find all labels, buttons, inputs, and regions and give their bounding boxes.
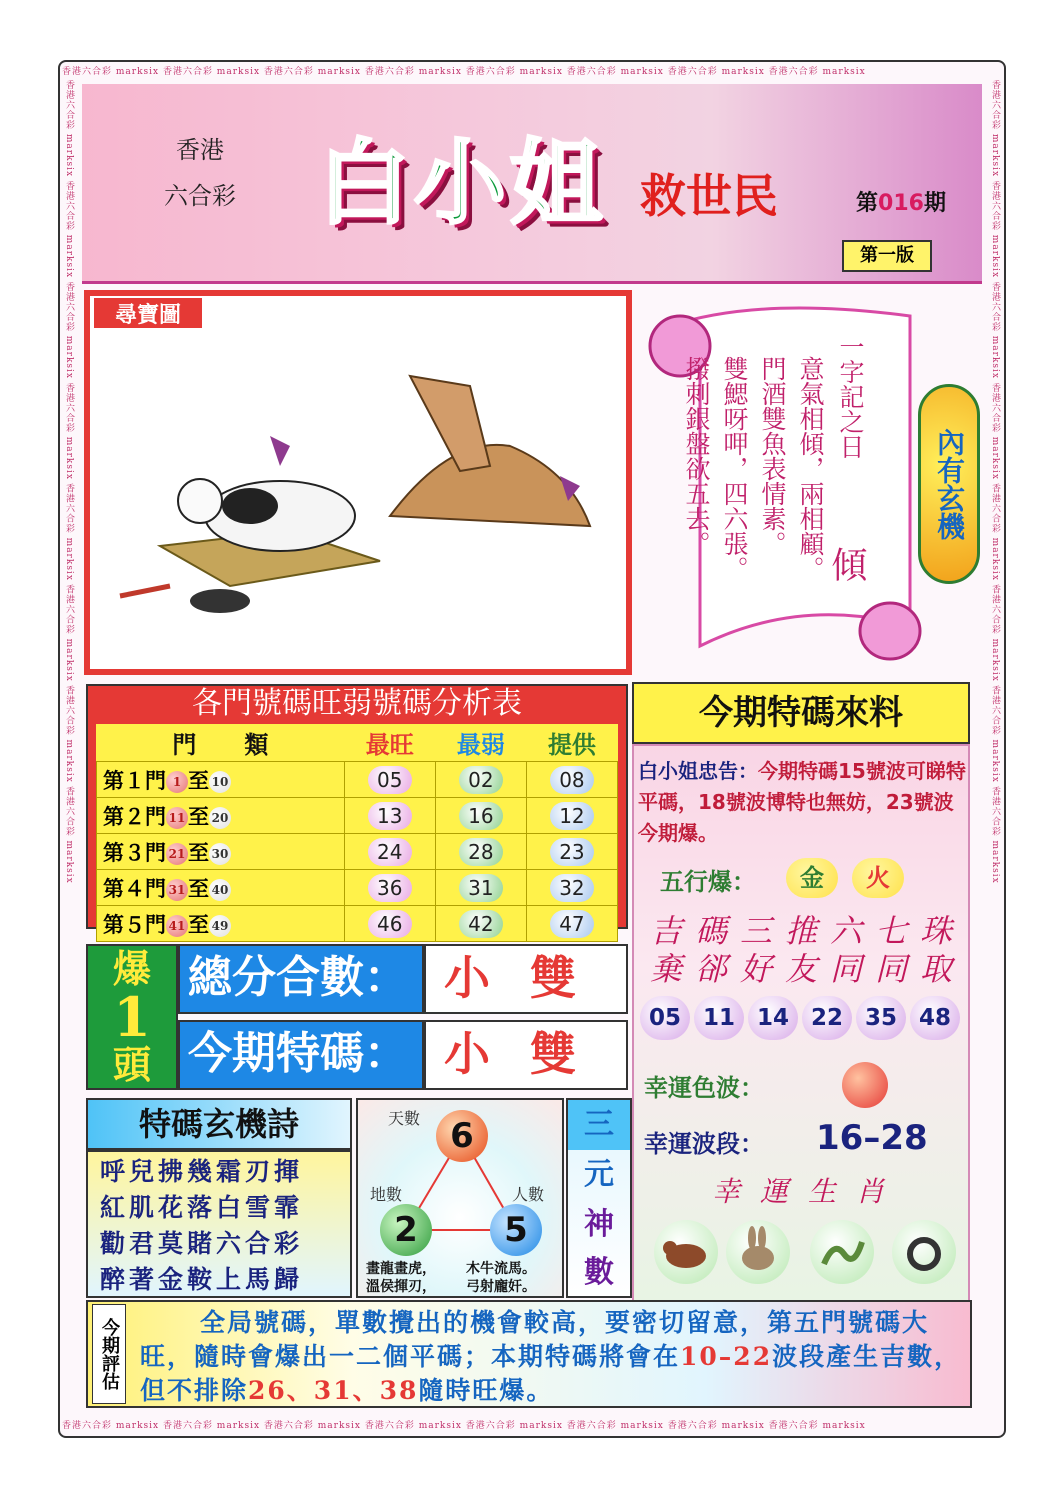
weak-number: 02	[459, 766, 503, 794]
best-number: 05	[368, 766, 412, 794]
poem-line-4: 醉著金鞍上馬歸	[100, 1265, 304, 1294]
dragon-icon	[810, 1220, 874, 1284]
riddle-line-1: 意氣相傾，兩相顧。	[796, 356, 825, 581]
range-start-ball: 21	[166, 843, 188, 865]
page-subtitle: 救世民	[640, 169, 778, 223]
range-end-ball: 49	[209, 915, 231, 937]
best-number: 24	[368, 838, 412, 866]
riddle-heading: 一字記之日	[836, 334, 865, 459]
wuxing-fire: 火	[852, 858, 904, 898]
table-row	[97, 798, 618, 834]
range-start-ball: 1	[166, 771, 188, 793]
wuxing-label: 五行爆：	[660, 867, 756, 896]
border-strip-left: 香港六合彩 marksix 香港六合彩 marksix 香港六合彩 marksix 香港六合彩 marksix 香港六合彩 marksix 香港六合彩 marksix 香港六合彩 marksix 香港六合彩 marksix	[64, 80, 74, 884]
zodiac-row-2: 棄郤好友同同取	[650, 950, 966, 988]
lucky-number-5: 35	[856, 996, 906, 1040]
cat-patch	[222, 488, 278, 524]
eval-part-1: 全局號碼，單數攪出的機會較高，要密切留意，第五門號碼大旺，隨時會爆出一二個平碼；本期特碼將會在	[140, 1308, 930, 1371]
ren-number: 5	[490, 1204, 542, 1256]
evaluation-tag: 今期評估	[92, 1304, 126, 1404]
hill-shape	[390, 445, 590, 526]
special-code-label: 今期特碼：	[178, 1020, 424, 1090]
eval-highlight-numbers: 26、31、38	[248, 1376, 419, 1405]
sanyuan-4: 數	[584, 1255, 614, 1290]
border-strip-bottom: 香港六合彩 marksix 香港六合彩 marksix 香港六合彩 marksix 香港六合彩 marksix 香港六合彩 marksix 香港六合彩 marksix 香港六合彩 marksix 香港六合彩 marksix	[62, 1421, 866, 1431]
eval-part-2: 波段產生吉數，但不排除	[140, 1342, 962, 1405]
mystery-poem	[86, 1150, 352, 1298]
explode-bottom: 頭	[112, 1042, 151, 1087]
advice-body: 今期特碼15號波可睇特平碼，18號波博特也無妨，23號波今期爆。	[638, 759, 966, 845]
best-number: 36	[368, 874, 412, 902]
lucky-color-red-ball	[842, 1062, 888, 1108]
row-label: 第５門	[103, 911, 166, 937]
weak-number: 42	[459, 910, 503, 938]
lucky-number-6: 48	[910, 996, 960, 1040]
cat-head	[178, 479, 222, 523]
butterfly-icon	[270, 436, 290, 466]
tian-label: 天數	[388, 1109, 421, 1128]
explode-badge	[86, 944, 178, 1090]
table-row	[97, 762, 618, 798]
issue-prefix: 第	[856, 191, 879, 216]
lucky-number-3: 14	[748, 996, 798, 1040]
ren-label: 人數	[512, 1185, 545, 1204]
row-label: 第２門	[103, 803, 166, 829]
weak-number: 16	[459, 802, 503, 830]
lucky-number-1: 05	[640, 996, 690, 1040]
table-row	[97, 906, 618, 942]
header-category: 門 類	[172, 730, 269, 759]
provide-number: 08	[550, 766, 594, 794]
analysis-table-title: 各門號碼旺弱號碼分析表	[192, 686, 522, 721]
hk-line1: 香港	[176, 136, 224, 164]
di-label: 地數	[370, 1185, 403, 1204]
wuxing-gold: 金	[786, 858, 838, 898]
total-sum-value: 小雙	[424, 944, 628, 1014]
sanyuan-1: 三	[568, 1100, 630, 1150]
issue-value: 016	[878, 191, 924, 216]
provide-number: 32	[550, 874, 594, 902]
sanyuan-3: 神	[584, 1207, 614, 1242]
edition-badge: 第一版	[842, 240, 932, 272]
eval-highlight-range: 10–22	[680, 1342, 773, 1371]
hk-line2: 六合彩	[164, 182, 236, 210]
header-best: 最旺	[365, 730, 414, 759]
lucky-number-4: 22	[802, 996, 852, 1040]
special-code-value: 小雙	[424, 1020, 628, 1090]
riddle-line-2: 門酒雙魚表情素。	[758, 356, 787, 556]
triangle-note-left: 畫龍畫虎， 溫侯揮刃，	[366, 1261, 436, 1295]
treasure-map-picture	[84, 290, 632, 675]
row-label: 第４門	[103, 875, 166, 901]
cat-tail	[410, 376, 490, 471]
snake-icon	[892, 1220, 956, 1284]
provide-number: 23	[550, 838, 594, 866]
lucky-range-label: 幸運波段：	[644, 1129, 764, 1158]
range-to: 至	[188, 803, 209, 829]
best-number: 46	[368, 910, 412, 938]
range-to: 至	[188, 875, 209, 901]
lucky-range-value: 16–28	[816, 1118, 928, 1158]
range-start-ball: 41	[166, 915, 188, 937]
evaluation-text	[140, 1306, 968, 1408]
lucky-color-label: 幸運色波：	[644, 1073, 764, 1102]
zodiac-row-1: 吉碼三推六七珠	[650, 912, 966, 950]
riddle-line-4: 撥刺銀盤欲五去。	[682, 356, 711, 556]
issue-suffix: 期	[923, 191, 946, 216]
di-number: 2	[380, 1204, 432, 1256]
eval-part-3: 隨時旺爆。	[418, 1376, 554, 1405]
poem-line-1: 呼兒拂幾霜刃揮	[100, 1157, 304, 1186]
heaven-earth-man-triangle	[356, 1098, 564, 1298]
issue-number	[856, 186, 946, 217]
border-strip-right: 香港六合彩 marksix 香港六合彩 marksix 香港六合彩 marksix 香港六合彩 marksix 香港六合彩 marksix 香港六合彩 marksix 香港六合彩 marksix 香港六合彩 marksix	[990, 80, 1000, 884]
sword-icon	[120, 586, 170, 596]
header-provide: 提供	[547, 730, 596, 759]
cat-illustration	[90, 296, 626, 669]
range-start-ball: 11	[166, 807, 188, 829]
explode-number: 1	[113, 985, 151, 1049]
header-weak: 最弱	[456, 730, 505, 759]
advice-lead: 白小姐忠告：	[638, 759, 758, 783]
bowl-icon	[190, 589, 250, 613]
range-to: 至	[188, 911, 209, 937]
table-row	[97, 834, 618, 870]
advice-text	[638, 756, 968, 849]
poem-line-2: 紅肌花落白雪霏	[100, 1193, 304, 1222]
ox-icon	[654, 1220, 718, 1284]
provide-number: 12	[550, 802, 594, 830]
best-number: 13	[368, 802, 412, 830]
table-header-row	[97, 724, 618, 762]
provide-number: 47	[550, 910, 594, 938]
table-row	[97, 870, 618, 906]
lucky-number-2: 11	[694, 996, 744, 1040]
rabbit-icon	[726, 1220, 790, 1284]
treasure-map-tag: 尋寶圖	[92, 296, 204, 330]
range-to: 至	[188, 839, 209, 865]
total-sum-label: 總分合數：	[178, 944, 424, 1014]
poem-line-3: 勸君莫賭六合彩	[100, 1229, 304, 1258]
weak-number: 28	[459, 838, 503, 866]
riddle-line-3: 雙鰓呀呷，四六張。	[720, 356, 749, 581]
special-tips-title: 今期特碼來料	[632, 682, 970, 744]
triangle-note-right: 木牛流馬。 弓射龐奸。	[466, 1261, 536, 1295]
lucky-zodiac-label: 幸運生肖	[712, 1175, 905, 1208]
weak-number: 31	[459, 874, 503, 902]
row-label: 第１門	[103, 767, 166, 793]
range-start-ball: 31	[166, 879, 188, 901]
border-strip-top: 香港六合彩 marksix 香港六合彩 marksix 香港六合彩 marksix 香港六合彩 marksix 香港六合彩 marksix 香港六合彩 marksix 香港六合彩 marksix 香港六合彩 marksix	[62, 67, 866, 77]
sanyuan-2: 元	[584, 1157, 614, 1192]
row-label: 第３門	[103, 839, 166, 865]
mystery-poem-title: 特碼玄機詩	[86, 1098, 352, 1150]
inner-secret-badge: 內有玄機	[918, 384, 980, 584]
three-elements-box	[566, 1098, 632, 1298]
riddle-answer: 傾	[826, 546, 867, 582]
range-end-ball: 10	[209, 771, 231, 793]
analysis-table	[96, 724, 618, 942]
range-end-ball: 30	[209, 843, 231, 865]
range-end-ball: 20	[209, 807, 231, 829]
tian-number: 6	[436, 1110, 488, 1162]
explode-top: 爆	[112, 946, 151, 991]
range-end-ball: 40	[209, 879, 231, 901]
range-to: 至	[188, 767, 209, 793]
riddle-scroll	[640, 296, 930, 676]
page-title: 白小姐	[318, 130, 607, 237]
